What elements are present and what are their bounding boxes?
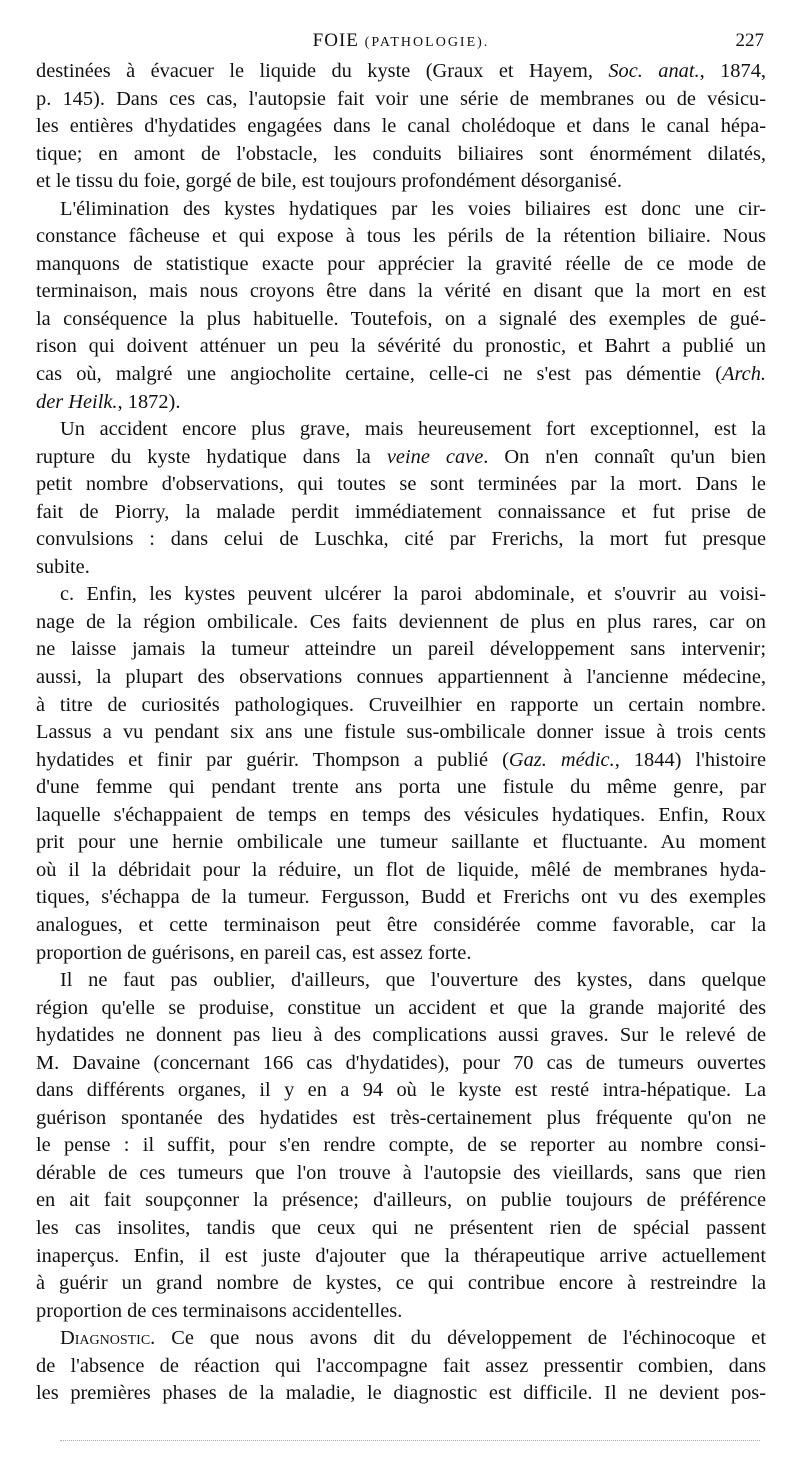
text-line <box>36 664 766 692</box>
text-segment: d'une femme qui pendant trente ans porta une fistule du même genre, par <box>36 776 766 799</box>
text-segment: où il la débridait pour la réduire, un flot de liquide, mêlé de membranes hyda- <box>36 858 766 881</box>
text-segment: fait de Piorry, la malade perdit immédiatement connaissance et fut prise de <box>36 500 766 523</box>
text-line <box>36 1298 766 1326</box>
text-segment: constance fâcheuse et qui expose à tous les périls de la rétention biliaire. Nous <box>36 225 766 248</box>
text-line <box>36 223 766 251</box>
text-line <box>36 1022 766 1050</box>
text-line <box>36 416 766 444</box>
text-segment: M. Davaine (concernant 166 cas d'hydatides), pour 70 cas de tumeurs ouvertes <box>36 1051 766 1074</box>
text-line <box>36 609 766 637</box>
body-text <box>36 58 766 1408</box>
text-line <box>36 444 766 472</box>
text-segment: tiques, s'échappa de la tumeur. Fergusson, Budd et Frerichs ont vu des exemples <box>36 886 766 909</box>
text-segment: hydatides et finir par guérir. Thompson a publié ( <box>36 748 509 771</box>
italic-segment: Gaz. médic. <box>508 748 615 771</box>
text-line <box>36 1105 766 1133</box>
text-line <box>36 1132 766 1160</box>
text-segment: proportion de guérisons, en pareil cas, est assez forte. <box>36 941 472 964</box>
text-segment: . On n'en connaît qu'un bien <box>483 445 767 468</box>
text-segment: la conséquence la plus habituelle. Toutefois, on a signalé des exemples de gué- <box>36 307 766 330</box>
text-line <box>36 58 766 86</box>
text-line <box>36 86 766 114</box>
text-line <box>36 967 766 995</box>
text-segment: petit nombre d'observations, qui toutes se sont terminées par la mort. Dans le <box>36 473 766 496</box>
text-segment: le pense : il suffit, pour s'en rendre compte, de se reporter au nombre consi- <box>36 1134 766 1157</box>
text-line <box>36 1160 766 1188</box>
text-line <box>36 168 766 196</box>
text-segment: destinées à évacuer le liquide du kyste (Graux et Hayem, <box>36 60 609 82</box>
text-segment: terminaison, mais nous croyons être dans la vérité en disant que la mort en est <box>36 280 766 303</box>
text-segment: nage de la région ombilicale. Ces faits deviennent de plus en plus rares, car on <box>36 610 766 633</box>
text-line <box>36 692 766 720</box>
text-line <box>36 141 766 169</box>
text-line <box>36 554 766 582</box>
text-line <box>36 278 766 306</box>
text-segment: proportion de ces terminaisons accidentelles. <box>36 1299 403 1322</box>
text-line <box>36 1380 766 1408</box>
text-segment: de l'absence de réaction qui l'accompagne fait assez pressentir combien, dans <box>36 1354 766 1377</box>
text-segment: , 1872). <box>117 390 181 413</box>
text-line <box>36 581 766 609</box>
text-segment: prit pour une hernie ombilicale une tumeur saillante et fluctuante. Au moment <box>36 831 766 854</box>
text-segment: rison qui doivent atténuer un peu la sévérité du pronostic, et Bahrt a publié un <box>36 335 766 358</box>
text-segment: hydatides ne donnent pas lieu à des complications aussi graves. Sur le relevé de <box>36 1024 766 1047</box>
text-segment: Ce que nous avons dit du développement de l'échinocoque et <box>155 1327 766 1350</box>
header-title: FOIE <box>312 30 359 51</box>
text-segment: à guérir un grand nombre de kystes, ce qui contribue encore à restreindre la <box>36 1272 766 1295</box>
text-segment: Il ne faut pas oublier, d'ailleurs, que l'ouverture des kystes, dans quelque <box>60 969 766 992</box>
text-line <box>36 829 766 857</box>
text-line <box>36 113 766 141</box>
text-line <box>36 251 766 279</box>
text-segment: analogues, et cette terminaison peut être considérée comme favorable, car la <box>36 913 766 936</box>
text-segment: manquons de statistique exacte pour apprécier la gravité réelle de ce mode de <box>36 252 766 275</box>
text-segment: , 1844) l'histoire <box>614 748 766 771</box>
text-line <box>36 912 766 940</box>
text-line <box>36 1243 766 1271</box>
running-head <box>36 30 766 54</box>
text-segment: Un accident encore plus grave, mais heureusement fort exceptionnel, est la <box>60 418 766 441</box>
text-segment: tique; en amont de l'obstacle, les conduits biliaires sont énormément dilatés, <box>36 142 766 165</box>
text-segment: dans différents organes, il y en a 94 où le kyste est resté intra-hépatique. La <box>36 1079 766 1102</box>
text-segment: guérison spontanée des hydatides est très-certainement plus fréquente qu'on ne <box>36 1106 766 1129</box>
text-line <box>36 774 766 802</box>
text-line <box>36 361 766 389</box>
text-segment: les cas insolites, tandis que ceux qui ne présentent rien de spécial passent <box>36 1216 766 1239</box>
text-segment: , 1874, <box>699 60 766 82</box>
text-line <box>36 1077 766 1105</box>
italic-segment: der Heilk. <box>36 390 118 413</box>
text-segment: cas où, malgré une angiocholite certaine, celle-ci ne s'est pas démentie ( <box>36 363 723 386</box>
text-line <box>36 526 766 554</box>
text-line <box>36 1050 766 1078</box>
page-number: 227 <box>735 30 764 51</box>
text-line <box>36 940 766 968</box>
text-line <box>36 389 766 417</box>
text-line <box>36 719 766 747</box>
text-line <box>36 747 766 775</box>
header-subtitle: (PATHOLOGIE). <box>364 35 490 50</box>
text-segment: inaperçus. Enfin, il est juste d'ajouter que la thérapeutique arrive actuellement <box>36 1244 766 1267</box>
text-segment: et le tissu du foie, gorgé de bile, est toujours profondément désorganisé. <box>36 170 622 193</box>
text-segment: subite. <box>36 555 90 578</box>
text-segment: laquelle s'échappaient de temps en temps des vésicules hydatiques. Enfin, Roux <box>36 803 766 826</box>
text-segment: dérable de ces tumeurs que l'on trouve à l'autopsie des vieillards, sans que rien <box>36 1161 766 1184</box>
text-segment: les entières d'hydatides engagées dans le canal cholédoque et dans le canal hépa- <box>36 115 766 138</box>
text-line <box>36 857 766 885</box>
italic-segment: Arch. <box>722 363 766 386</box>
italic-segment: Soc. anat. <box>608 60 700 82</box>
footer-rule <box>60 1440 760 1441</box>
text-segment: les premières phases de la maladie, le diagnostic est difficile. Il ne devient pos- <box>36 1382 766 1405</box>
text-line <box>36 1353 766 1381</box>
text-line <box>36 1270 766 1298</box>
text-line <box>36 196 766 224</box>
text-segment: rupture du kyste hydatique dans la <box>36 445 387 468</box>
text-segment: L'élimination des kystes hydatiques par les voies biliaires est donc une cir- <box>60 197 766 220</box>
section-heading: Diagnostic. <box>60 1327 156 1350</box>
text-segment: en ait fait soupçonner la présence; d'ailleurs, on publie toujours de préférence <box>36 1189 766 1212</box>
text-segment: p. 145). Dans ces cas, l'autopsie fait voir une série de membranes ou de vésicu- <box>36 87 766 110</box>
text-segment: région qu'elle se produise, constitue un accident et que la grande majorité des <box>36 996 766 1019</box>
text-line <box>36 471 766 499</box>
text-line <box>36 1187 766 1215</box>
text-line <box>36 333 766 361</box>
text-line <box>36 995 766 1023</box>
text-line <box>36 1325 766 1353</box>
text-segment: convulsions : dans celui de Luschka, cité par Frerichs, la mort fut presque <box>36 528 766 551</box>
text-line <box>36 1215 766 1243</box>
text-segment: Lassus a vu pendant six ans une fistule sus-ombilicale donner issue à trois cents <box>36 721 766 744</box>
text-segment: ne laisse jamais la tumeur atteindre un pareil développement sans intervenir; <box>36 638 766 661</box>
text-line <box>36 884 766 912</box>
text-segment: à titre de curiosités pathologiques. Cruveilhier en rapporte un certain nombre. <box>36 693 766 716</box>
text-line <box>36 499 766 527</box>
text-line <box>36 636 766 664</box>
text-segment: aussi, la plupart des observations connues appartiennent à l'ancienne médecine, <box>36 666 766 689</box>
italic-segment: veine cave <box>386 445 484 468</box>
text-line <box>36 802 766 830</box>
text-line <box>36 306 766 334</box>
text-segment: c. Enfin, les kystes peuvent ulcérer la paroi abdominale, et s'ouvrir au voisi- <box>60 583 766 606</box>
